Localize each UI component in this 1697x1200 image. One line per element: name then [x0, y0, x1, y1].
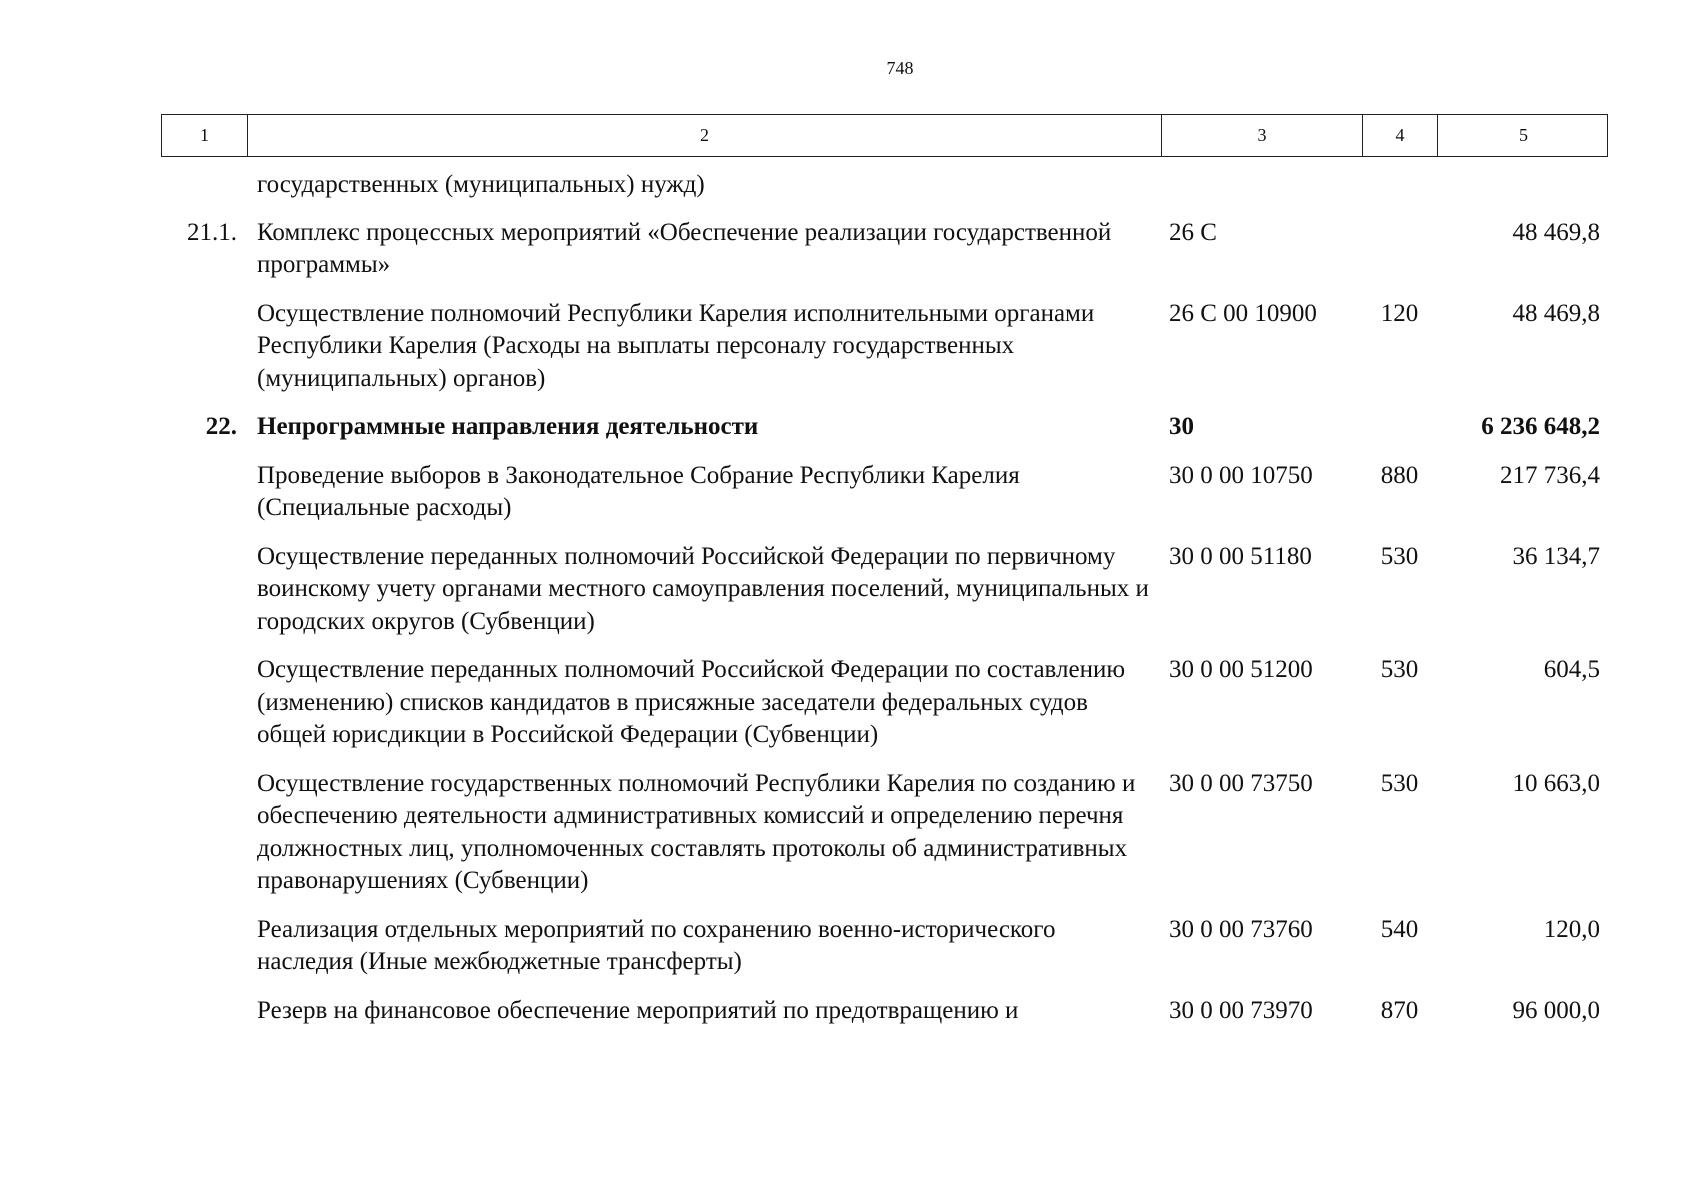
row-name: государственных (муниципальных) нужд)	[257, 171, 705, 198]
row-type: 880	[1380, 461, 1419, 489]
row-type: 530	[1380, 769, 1419, 797]
budget-table	[161, 114, 1608, 1043]
row-amount: 48 469,8	[1512, 299, 1600, 327]
row-type: 530	[1380, 542, 1419, 570]
row-code: 30 0 00 51180	[1169, 542, 1312, 570]
header-col-5: 5	[1519, 125, 1528, 145]
row-name: Резерв на финансовое обеспечение мероприятий по предотвращению и	[257, 996, 1019, 1024]
row-type	[1362, 217, 1437, 282]
table-row	[161, 298, 1608, 396]
row-number	[161, 169, 247, 202]
row-number	[161, 298, 247, 396]
row-name: Осуществление переданных полномочий Российской Федерации по первичному воинскому учету органами местного самоуправления поселений, муниципальных и городских округов (Субвенции)	[257, 542, 1149, 635]
row-name: Комплекс процессных мероприятий «Обеспечение реализации государственной программы»	[257, 218, 1112, 278]
row-name: Реализация отдельных мероприятий по сохранению военно-исторического наследия (Иные межбюджетные трансферты)	[257, 915, 1056, 975]
row-amount: 217 736,4	[1500, 461, 1600, 489]
row-amount: 6 236 648,2	[1481, 413, 1600, 440]
header-col-1: 1	[162, 115, 248, 156]
row-code	[1161, 169, 1362, 202]
table-row	[161, 217, 1608, 282]
table-row	[161, 995, 1608, 1028]
table-row	[161, 541, 1608, 639]
row-type: 870	[1380, 996, 1419, 1024]
row-amount: 36 134,7	[1512, 542, 1600, 570]
row-code: 26 С 00 10900	[1169, 299, 1317, 327]
page-number: 748	[886, 58, 914, 78]
column-number-header	[161, 114, 1608, 157]
row-number: 22.	[205, 413, 237, 440]
row-amount: 48 469,8	[1512, 218, 1600, 246]
row-amount	[1437, 169, 1608, 202]
row-number	[161, 995, 247, 1028]
row-code: 30 0 00 73750	[1169, 769, 1313, 797]
row-type: 530	[1380, 656, 1419, 683]
row-amount: 120,0	[1543, 915, 1600, 943]
table-body	[161, 169, 1608, 1027]
header-col-3: 3	[1162, 115, 1363, 156]
table-row	[161, 768, 1608, 898]
row-amount: 604,5	[1543, 656, 1600, 683]
row-amount: 10 663,0	[1512, 769, 1600, 797]
table-row-section-total	[161, 411, 1608, 444]
table-row	[161, 460, 1608, 525]
row-number: 21.1.	[187, 218, 237, 246]
row-code: 30	[1169, 413, 1194, 440]
row-code: 30 0 00 10750	[1169, 461, 1313, 489]
row-number	[161, 768, 247, 898]
row-number	[161, 654, 247, 752]
table-row	[161, 654, 1608, 752]
table-row	[161, 169, 1608, 202]
row-name: Проведение выборов в Законодательное Собрание Республики Карелия (Специальные расходы)	[257, 461, 1020, 521]
row-code: 30 0 00 73760	[1169, 915, 1313, 943]
row-number	[161, 914, 247, 979]
row-amount: 96 000,0	[1512, 996, 1600, 1024]
row-number	[161, 541, 247, 639]
row-name: Осуществление полномочий Республики Карелия исполнительными органами Республики Карелия (Расходы на выплаты персоналу государственных (муниципальных) органов)	[257, 299, 1095, 392]
row-code: 26 С	[1169, 218, 1217, 246]
table-row	[161, 914, 1608, 979]
row-number	[161, 460, 247, 525]
header-col-4: 4	[1363, 115, 1438, 156]
row-code: 30 0 00 51200	[1169, 656, 1313, 683]
row-type: 120	[1380, 299, 1419, 327]
row-type: 540	[1380, 915, 1419, 943]
row-name: Непрограммные направления деятельности	[257, 413, 759, 440]
row-type	[1362, 411, 1437, 444]
row-name: Осуществление государственных полномочий Республики Карелия по созданию и обеспечению деятельности административных комиссий и определению перечня должностных лиц, уполномоченных составлять протоколы об административных правонарушениях (Субвенции)	[257, 769, 1136, 894]
row-name: Осуществление переданных полномочий Российской Федерации по составлению (изменению) списков кандидатов в присяжные заседатели федеральных судов общей юрисдикции в Российской Федерации (Субвенции)	[257, 656, 1126, 748]
header-col-2: 2	[248, 115, 1162, 156]
row-type	[1362, 169, 1437, 202]
row-code: 30 0 00 73970	[1169, 996, 1313, 1024]
